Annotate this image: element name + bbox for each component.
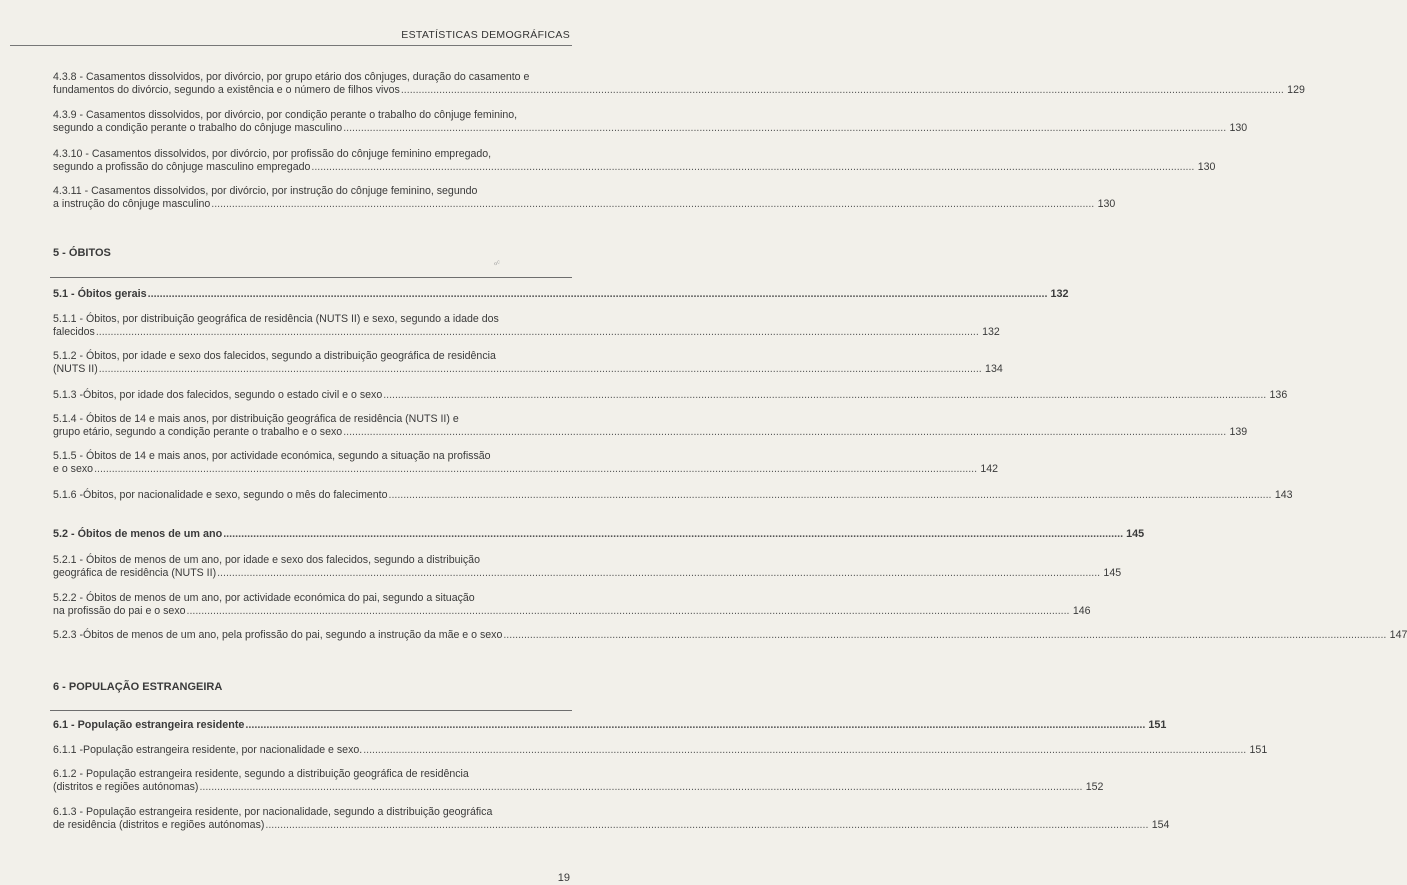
dot-leader: ............................................................................................................................................................................................................................................................................................................ [343, 121, 1227, 134]
toc-entry[interactable] [53, 71, 1305, 96]
entry-text: de residência (distritos e regiões autónomas) [53, 818, 265, 831]
dot-leader: ............................................................................................................................................................................................................................................................................................................ [265, 818, 1149, 831]
toc-entry[interactable] [53, 450, 999, 475]
entry-number: 6.1.2 - [53, 768, 86, 780]
entry-text: Casamentos dissolvidos, por divórcio, por condição perante o trabalho do cônjuge feminino, [85, 109, 518, 121]
entry-text: Casamentos dissolvidos, por divórcio, por profissão do cônjuge feminino empregado, [91, 148, 492, 160]
entry-text: falecidos [53, 325, 95, 338]
page-reference: 130 [1229, 121, 1248, 134]
toc-entry[interactable] [53, 350, 1003, 375]
page-reference: 142 [980, 462, 999, 475]
dot-leader: ............................................................................................................................................................................................................................................................................................................ [343, 425, 1227, 438]
dot-leader: ............................................................................................................................................................................................................................................................................................................ [223, 528, 1124, 540]
page-number: 19 [557, 872, 570, 884]
page-reference: 146 [1072, 604, 1091, 617]
page-reference: 132 [1050, 288, 1069, 300]
entry-text: Óbitos de 14 e mais anos, por actividade económica, segundo a situação na profissão [85, 450, 491, 462]
header-rule [10, 45, 572, 46]
entry-text: Óbitos de menos de um ano, pela profissão do pai, segundo a instrução da mãe e o sexo [83, 629, 503, 641]
entry-number: 6.1.1 - [53, 744, 84, 756]
entry-text: Óbitos de menos de um ano, por idade e sexo dos falecidos, segundo a distribuição [85, 554, 480, 566]
toc-entry[interactable] [53, 413, 1248, 438]
toc-entry[interactable] [53, 313, 1000, 338]
section-rule [50, 277, 572, 278]
entry-number: 5.1.3 - [53, 389, 84, 401]
subsection-obitos-gerais[interactable] [53, 288, 1069, 301]
page-reference: 143 [1274, 489, 1293, 501]
page-reference: 134 [985, 362, 1003, 375]
subsection-populacao-residente[interactable] [53, 719, 1167, 732]
dot-leader: ............................................................................................................................................................................................................................................................................................................ [199, 780, 1083, 793]
entry-text: População estrangeira residente, por nacionalidade, segundo a distribuição geográfica [85, 806, 493, 818]
stray-mark: ℴᶜ [494, 260, 500, 267]
page-reference: 130 [1197, 160, 1216, 173]
entry-text: segundo a profissão do cônjuge masculino empregado [53, 160, 311, 173]
entry-text: População estrangeira residente, por nacionalidade e sexo. [83, 744, 363, 756]
entry-text: grupo etário, segundo a condição perante o trabalho e o sexo [53, 425, 343, 438]
entry-text: e o sexo [53, 462, 94, 475]
entry-number: 6.1.3 - [53, 806, 86, 818]
page-reference: 129 [1287, 83, 1305, 96]
page-reference: 136 [1269, 389, 1288, 401]
dot-leader: ............................................................................................................................................................................................................................................................................................................ [383, 389, 1267, 401]
toc-entry[interactable] [53, 768, 1104, 793]
entry-text: Óbitos de menos de um ano, por actividade económica do pai, segundo a situação [85, 592, 475, 604]
entry-text: geográfica de residência (NUTS II) [53, 566, 217, 579]
dot-leader: ............................................................................................................................................................................................................................................................................................................ [503, 629, 1387, 641]
dot-leader: ............................................................................................................................................................................................................................................................................................................ [98, 362, 982, 375]
toc-entry[interactable] [53, 489, 1293, 502]
entry-text: na profissão do pai e o sexo [53, 604, 186, 617]
page-reference: 151 [1148, 719, 1167, 731]
section-title-populacao-estrangeira: 6 - POPULAÇÃO ESTRANGEIRA [53, 681, 223, 693]
dot-leader: ............................................................................................................................................................................................................................................................................................................ [211, 197, 1095, 210]
page-reference: 147 [1389, 629, 1407, 641]
dot-leader: ............................................................................................................................................................................................................................................................................................................ [147, 288, 1048, 300]
section-rule [50, 710, 572, 711]
entry-text: a instrução do cônjuge masculino [53, 197, 211, 210]
toc-entry[interactable] [53, 389, 1288, 402]
dot-leader: ............................................................................................................................................................................................................................................................................................................ [186, 604, 1070, 617]
toc-entry[interactable] [53, 744, 1268, 757]
entry-text: (distritos e regiões autónomas) [53, 780, 199, 793]
dot-leader: ............................................................................................................................................................................................................................................................................................................ [95, 325, 979, 338]
page-reference: 154 [1151, 818, 1170, 831]
entry-text: (NUTS II) [53, 362, 98, 375]
dot-leader: ............................................................................................................................................................................................................................................................................................................ [311, 160, 1195, 173]
entry-text: Óbitos de 14 e mais anos, por distribuição geográfica de residência (NUTS II) e [85, 413, 459, 425]
dot-leader: ............................................................................................................................................................................................................................................................................................................ [217, 566, 1101, 579]
entry-number: 4.3.8 - [53, 71, 86, 83]
toc-entry[interactable] [53, 629, 1407, 642]
entry-number: 5.2.3 - [53, 629, 84, 641]
entry-number: 5.1.1 - [53, 313, 86, 325]
entry-text: fundamentos do divórcio, segundo a existência e o número de filhos vivos [53, 83, 400, 96]
entry-number: 4.3.9 - [53, 109, 86, 121]
entry-number: 5.2.2 - [53, 592, 86, 604]
entry-number: 5.1.2 - [53, 350, 86, 362]
subsection-label: 6.1 - População estrangeira residente [53, 719, 245, 731]
entry-number: 4.3.10 - [53, 148, 92, 160]
entry-number: 5.1.5 - [53, 450, 86, 462]
dot-leader: ............................................................................................................................................................................................................................................................................................................ [363, 744, 1247, 756]
subsection-label: 5.2 - Óbitos de menos de um ano [53, 528, 223, 540]
subsection-obitos-menos-um-ano[interactable] [53, 528, 1145, 541]
dot-leader: ............................................................................................................................................................................................................................................................................................................ [400, 83, 1284, 96]
section-title-obitos: 5 - ÓBITOS [53, 247, 111, 259]
header-title: ESTATÍSTICAS DEMOGRÁFICAS [401, 29, 570, 41]
entry-text: Óbitos, por idade e sexo dos falecidos, segundo a distribuição geográfica de residência [85, 350, 496, 362]
entry-text: Óbitos, por distribuição geográfica de residência (NUTS II) e sexo, segundo a idade dos [85, 313, 499, 325]
entry-text: Casamentos dissolvidos, por divórcio, por instrução do cônjuge feminino, segundo [91, 185, 478, 197]
subsection-label: 5.1 - Óbitos gerais [53, 288, 147, 300]
page-reference: 132 [982, 325, 1000, 338]
toc-entry[interactable] [53, 554, 1122, 579]
entry-number: 5.1.6 - [53, 489, 84, 501]
entry-text: segundo a condição perante o trabalho do cônjuge masculino [53, 121, 343, 134]
toc-entry[interactable] [53, 806, 1170, 831]
page-reference: 130 [1097, 197, 1116, 210]
page-reference: 145 [1103, 566, 1122, 579]
entry-number: 5.1.4 - [53, 413, 86, 425]
toc-entry[interactable] [53, 148, 1216, 173]
dot-leader: ............................................................................................................................................................................................................................................................................................................ [94, 462, 978, 475]
page-reference: 151 [1249, 744, 1268, 756]
dot-leader: ............................................................................................................................................................................................................................................................................................................ [388, 489, 1272, 501]
entry-text: Óbitos, por idade dos falecidos, segundo o estado civil e o sexo [83, 389, 383, 401]
page-reference: 139 [1229, 425, 1248, 438]
entry-text: Óbitos, por nacionalidade e sexo, segundo o mês do falecimento [83, 489, 388, 501]
toc-entry[interactable] [53, 185, 1116, 210]
toc-entry[interactable] [53, 592, 1091, 617]
entry-text: Casamentos dissolvidos, por divórcio, por grupo etário dos cônjuges, duração do casamento e [85, 71, 530, 83]
toc-entry[interactable] [53, 109, 1248, 134]
dot-leader: ............................................................................................................................................................................................................................................................................................................ [245, 719, 1146, 731]
page-reference: 145 [1126, 528, 1145, 540]
entry-number: 5.2.1 - [53, 554, 86, 566]
entry-text: População estrangeira residente, segundo a distribuição geográfica de residência [85, 768, 469, 780]
page-reference: 152 [1085, 780, 1104, 793]
entry-number: 4.3.11 - [53, 185, 92, 197]
